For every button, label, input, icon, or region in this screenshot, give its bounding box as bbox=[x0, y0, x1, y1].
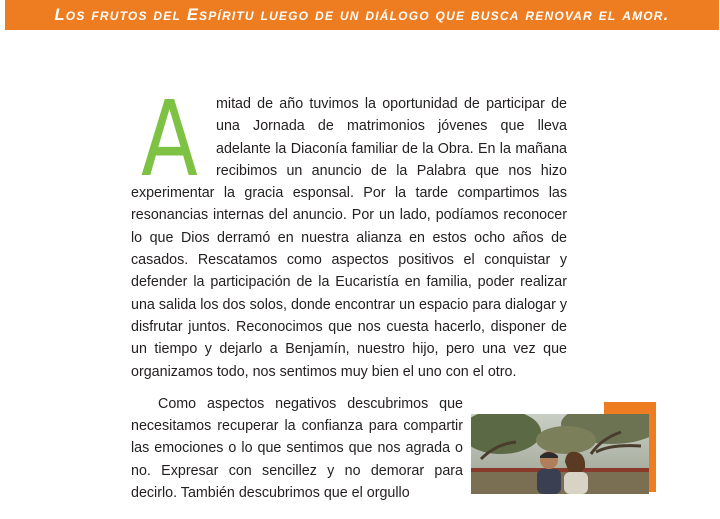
paragraph-2: Como aspectos negativos descubrimos que necesitamos recuperar la confianza para compartir las emociones o lo que sentimos que nos agrada o no. Expresar con sencillez y no demorar para decirlo. También descubrimos que el orgullo bbox=[131, 395, 463, 502]
banner-title: Los frutos del Espíritu luego de un diálogo que busca renovar el amor. bbox=[54, 5, 670, 24]
couple-photo-image bbox=[471, 414, 649, 494]
paragraph-1 bbox=[131, 78, 567, 383]
paragraph-1-text: mitad de año tuvimos la oportunidad de participar de una Jornada de matrimonios jóvenes que lleva adelante la Diaconía familiar de la Obra. En la mañana recibimos un anuncio de la Palabra que nos hizo experimentar la gracia esponsal. Por la tarde compartimos las resonancias internas del anuncio. Por un lado, podíamos reconocer lo que Dios derramó en nuestra alianza en estos ocho años de casados. Rescatamos como aspectos positivos el conquistar y defender la participación de la Eucaristía en familia, poder realizar una salida los dos solos, donde encontrar un espacio para dialogar y disfrutar juntos. Reconocimos que nos cuesta hacerlo, disponer de un tiempo y dejarlo a Benjamín, nuestro hijo, pero una vez que organizamos todo, nos sentimos muy bien el uno con el otro. bbox=[131, 96, 567, 380]
couple-photo bbox=[471, 414, 649, 494]
header-banner bbox=[5, 0, 719, 30]
drop-cap: A bbox=[141, 78, 198, 200]
